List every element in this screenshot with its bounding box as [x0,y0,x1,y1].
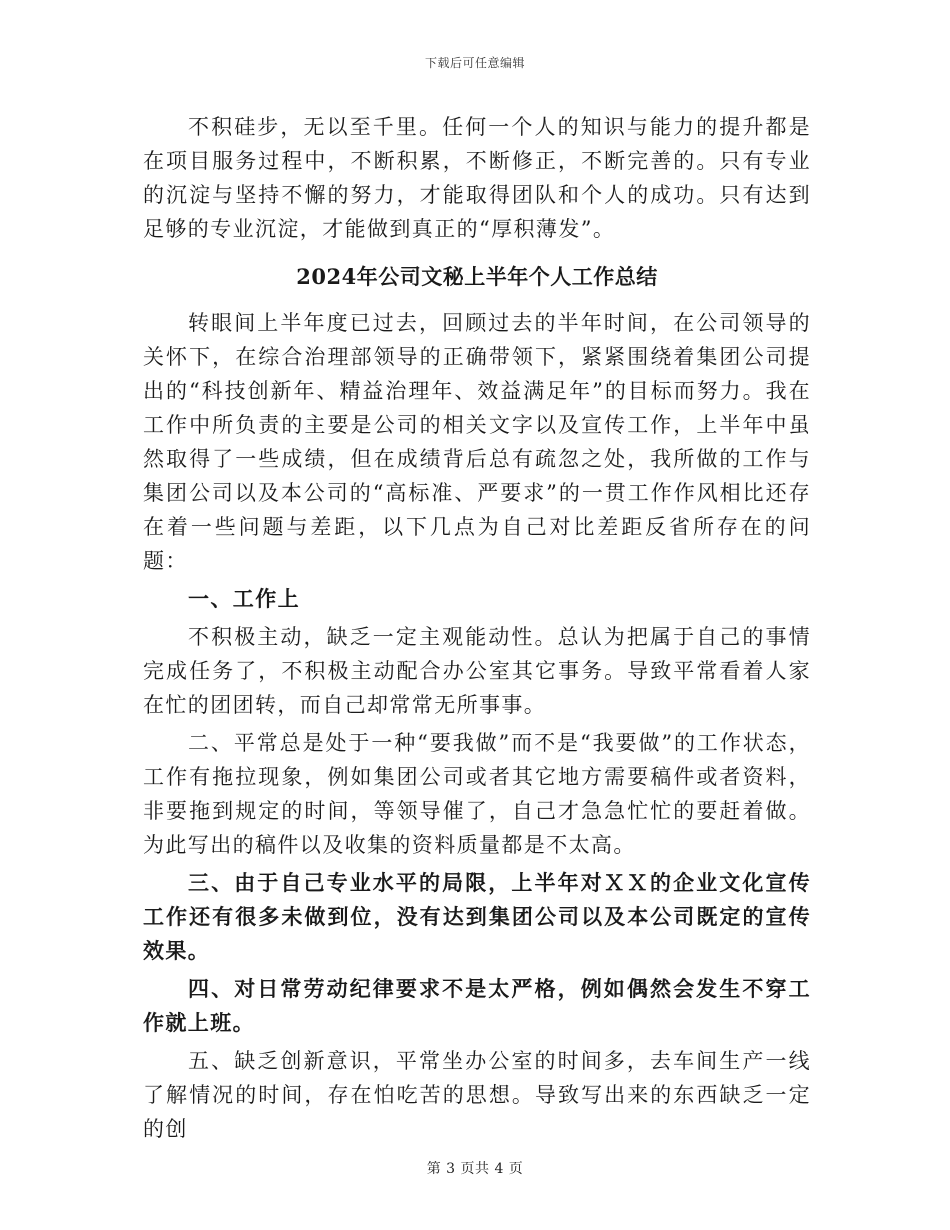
document-body [143,110,811,1150]
bold-paragraph: 三、由于自己专业水平的局限，上半年对ＸＸ的企业文化宣传工作还有很多未做到位，没有达到集团公司以及本公司既定的宣传效果。 [143,870,811,963]
bold-paragraph: 四、对日常劳动纪律要求不是太严格，例如偶然会发生不穿工作就上班。 [143,976,811,1035]
page-header: 下载后可任意编辑 [424,56,525,70]
section-heading: 一、工作上 [188,586,300,611]
body-paragraph: 二、平常总是处于一种“要我做”而不是“我要做”的工作状态，工作有拖拉现象，例如集团公司或者其它地方需要稿件或者资料，非要拖到规定的时间，等领导催了，自己才急急忙忙的要赶着做。为此写出的稿件以及收集的资料质量都是不太高。 [143,731,811,857]
intro-paragraph: 不积硅步，无以至千里。任何一个人的知识与能力的提升都是在项目服务过程中，不断积累，不断修正，不断完善的。只有专业的沉淀与坚持不懈的努力，才能取得团队和个人的成功。只有达到足够的专业沉淀，才能做到真正的“厚积薄发”。 [143,115,811,241]
document-title: 2024年公司文秘上半年个人工作总结 [296,264,658,289]
body-paragraph: 五、缺乏创新意识，平常坐办公室的时间多，去车间生产一线了解情况的时间，存在怕吃苦的思想。导致写出来的东西缺乏一定的创 [143,1049,811,1141]
body-paragraph: 不积极主动，缺乏一定主观能动性。总认为把属于自己的事情完成任务了，不积极主动配合办公室其它事务。导致平常看着人家在忙的团团转，而自己却常常无所事事。 [143,625,811,717]
page-footer: 第 3 页共 4 页 [426,1161,524,1177]
body-paragraph: 转眼间上半年度已过去，回顾过去的半年时间，在公司领导的关怀下，在综合治理部领导的正确带领下，紧紧围绕着集团公司提出的“科技创新年、精益治理年、效益满足年”的目标而努力。我在工作中所负责的主要是公司的相关文字以及宣传工作，上半年中虽然取得了一些成绩，但在成绩背后总有疏忽之处，我所做的工作与集团公司以及本公司的“高标准、严要求”的一贯工作作风相比还存在着一些问题与差距，以下几点为自己对比差距反省所存在的问题： [143,311,811,573]
